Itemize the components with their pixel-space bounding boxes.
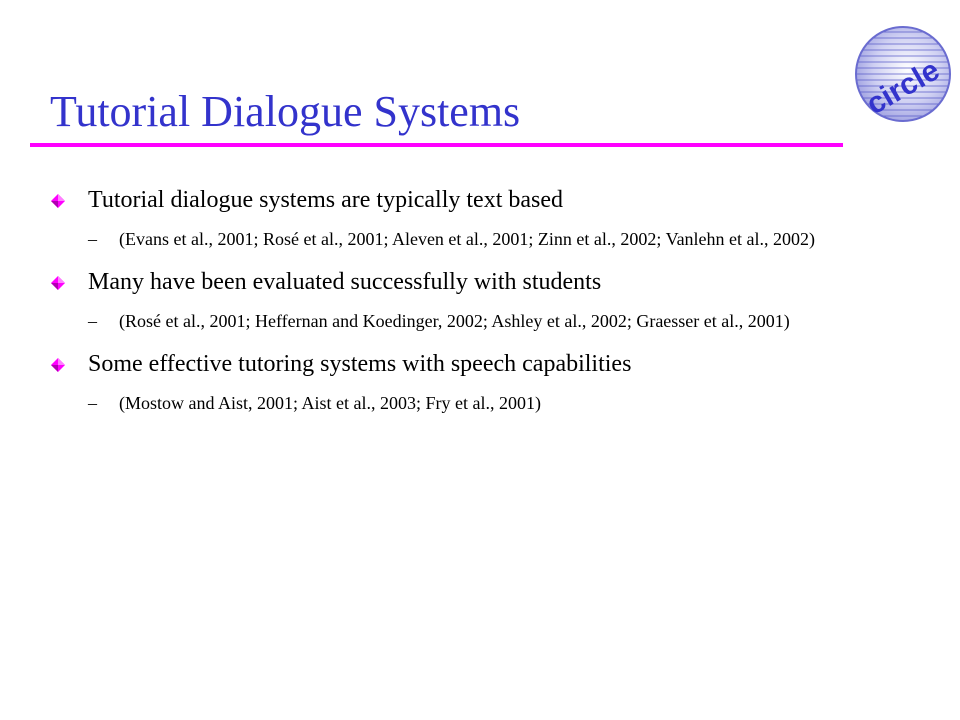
list-item [50, 348, 910, 416]
bullet-label: Many have been evaluated successfully with students [88, 269, 602, 295]
citation-text: (Mostow and Aist, 2001; Aist et al., 2003; Fry et al., 2001) [119, 393, 541, 413]
citation [88, 226, 879, 252]
bullet-text [50, 184, 910, 216]
title-underline [30, 143, 843, 147]
list-item [50, 184, 910, 252]
citation-text: (Evans et al., 2001; Rosé et al., 2001; Aleven et al., 2001; Zinn et al., 2002; Vanlehn et al., 2002) [119, 229, 816, 249]
bullet-label: Some effective tutoring systems with speech capabilities [88, 351, 632, 377]
bullet-icon [50, 275, 66, 291]
dash-icon: – [88, 311, 97, 331]
bullet-text [50, 266, 910, 298]
logo-text: circle [860, 53, 946, 122]
bullet-text [50, 348, 910, 380]
bullet-label: Tutorial dialogue systems are typically text based [88, 187, 564, 213]
list-item [50, 266, 910, 334]
citation-text: (Rosé et al., 2001; Heffernan and Koedinger, 2002; Ashley et al., 2002; Graesser et al., 2001) [119, 311, 790, 331]
slide-title: Tutorial Dialogue Systems [50, 87, 521, 136]
citation [88, 390, 879, 416]
dash-icon: – [88, 229, 97, 249]
circle-logo-icon [848, 22, 954, 126]
bullet-icon [50, 357, 66, 373]
bullet-icon [50, 193, 66, 209]
bullet-list [50, 184, 910, 416]
dash-icon: – [88, 393, 97, 413]
citation [88, 308, 879, 334]
